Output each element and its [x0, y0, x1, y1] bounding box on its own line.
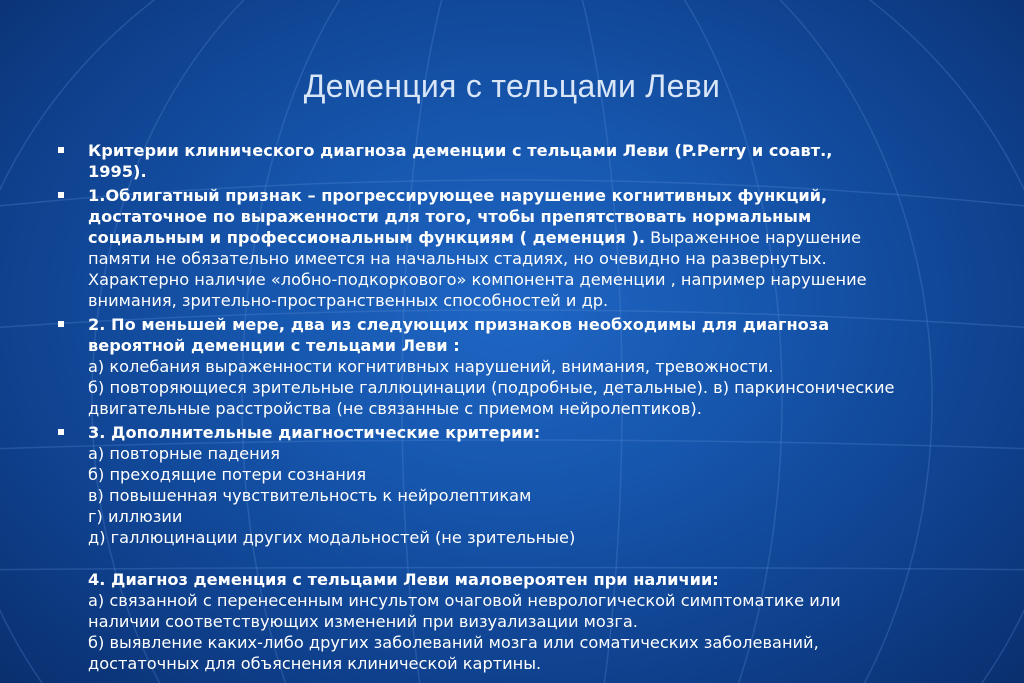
item-line: памяти не обязательно имеется на начальных стадиях, но очевидно на развернутых.	[88, 249, 827, 268]
item-line: достаточное по выраженности для того, чтобы препятствовать нормальным	[88, 207, 812, 226]
item-line: б) выявление каких-либо других заболеваний мозга или соматических заболеваний,	[88, 633, 819, 652]
item-line: д) галлюцинации других модальностей (не зрительные)	[88, 528, 576, 547]
item-line: достаточных для объяснения клинической картины.	[88, 654, 542, 673]
list-item	[58, 140, 978, 182]
spacer	[88, 548, 978, 569]
item-line: 1995).	[88, 162, 147, 181]
slide-title: Деменция с тельцами Леви	[303, 68, 721, 104]
item-line: Критерии клинического диагноза деменции с тельцами Леви (P.Perry и соавт.,	[88, 141, 833, 160]
square-bullet-icon	[58, 147, 64, 153]
item-text: Выраженное нарушение	[645, 228, 862, 247]
item-line: а) связанной с перенесенным инсультом очаговой неврологической симптоматике или	[88, 591, 841, 610]
item-line: а) колебания выраженности когнитивных нарушений, внимания, тревожности.	[88, 357, 774, 376]
item-line: 1.Облигатный признак – прогрессирующее нарушение когнитивных функций,	[88, 186, 828, 205]
item-bold-text: социальным и профессиональным функциям ( деменция ).	[88, 228, 645, 247]
item-line: б) повторяющиеся зрительные галлюцинации (подробные, детальные). в) паркинсонические	[88, 378, 895, 397]
item-line: г) иллюзии	[88, 507, 183, 526]
item-line: Характерно наличие «лобно-подкоркового» компонента деменции , например нарушение	[88, 270, 867, 289]
list-item	[58, 314, 978, 419]
item-line: 3. Дополнительные диагностические критерии:	[88, 423, 541, 442]
slide-content	[58, 140, 978, 677]
list-item	[58, 422, 978, 674]
list-item	[58, 185, 978, 311]
item-line: 2. По меньшей мере, два из следующих признаков необходимы для диагноза	[88, 315, 830, 334]
item-line: 4. Диагноз деменция с тельцами Леви маловероятен при наличии:	[88, 570, 719, 589]
item-line: наличии соответствующих изменений при визуализации мозга.	[88, 612, 638, 631]
square-bullet-icon	[58, 192, 64, 198]
square-bullet-icon	[58, 429, 64, 435]
item-line: внимания, зрительно-пространственных способностей и др.	[88, 291, 609, 310]
item-line: в) повышенная чувствительность к нейролептикам	[88, 486, 532, 505]
item-line: б) преходящие потери сознания	[88, 465, 367, 484]
item-line: двигательные расстройства (не связанные с приемом нейролептиков).	[88, 399, 702, 418]
item-line	[88, 227, 978, 248]
item-line: вероятной деменции с тельцами Леви :	[88, 336, 460, 355]
item-line: а) повторные падения	[88, 444, 280, 463]
square-bullet-icon	[58, 321, 64, 327]
